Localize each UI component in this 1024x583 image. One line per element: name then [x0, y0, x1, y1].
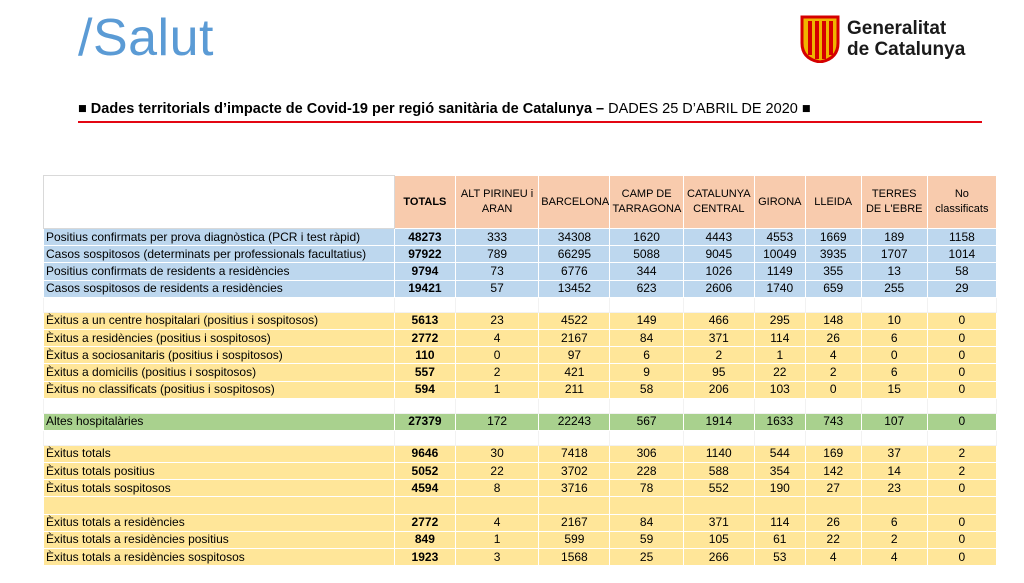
- value-cell: 1: [754, 347, 805, 364]
- value-cell: 0: [861, 347, 927, 364]
- value-cell: 22243: [539, 413, 610, 430]
- bullet-icon: ■: [801, 101, 811, 117]
- value-cell: 190: [754, 480, 805, 497]
- row-label: Èxitus totals positius: [44, 463, 395, 480]
- row-label: Èxitus a domicilis (positius i sospitosos): [44, 364, 395, 381]
- separator-cell: [394, 430, 455, 445]
- separator-cell: [683, 398, 754, 413]
- row-label: Èxitus totals a residències sospitosos: [44, 549, 395, 566]
- value-cell: [683, 497, 754, 514]
- total-cell: 1923: [394, 549, 455, 566]
- value-cell: 0: [927, 381, 996, 398]
- separator-cell: [754, 430, 805, 445]
- total-cell: 48273: [394, 229, 455, 246]
- value-cell: 2167: [539, 514, 610, 531]
- value-cell: 2: [455, 364, 538, 381]
- table-row: [44, 531, 997, 548]
- value-cell: 0: [927, 531, 996, 548]
- value-cell: 84: [610, 514, 683, 531]
- value-cell: 1: [455, 531, 538, 548]
- value-cell: 7418: [539, 445, 610, 462]
- row-label: Èxitus totals sospitosos: [44, 480, 395, 497]
- separator-cell: [805, 398, 861, 413]
- separator-cell: [455, 430, 538, 445]
- heading-date: DADES 25 D’ABRIL DE 2020: [608, 101, 798, 117]
- separator-cell: [610, 297, 683, 312]
- value-cell: 3716: [539, 480, 610, 497]
- separator-cell: [455, 297, 538, 312]
- table-row: [44, 549, 997, 566]
- value-cell: 255: [861, 280, 927, 297]
- value-cell: 599: [539, 531, 610, 548]
- value-cell: 2: [683, 347, 754, 364]
- value-cell: 211: [539, 381, 610, 398]
- value-cell: 1669: [805, 229, 861, 246]
- value-cell: 1140: [683, 445, 754, 462]
- value-cell: 10: [861, 312, 927, 329]
- separator-cell: [539, 398, 610, 413]
- value-cell: 9: [610, 364, 683, 381]
- value-cell: 3702: [539, 463, 610, 480]
- value-cell: 0: [927, 347, 996, 364]
- separator-cell: [610, 398, 683, 413]
- value-cell: 6: [861, 514, 927, 531]
- value-cell: [455, 497, 538, 514]
- separator-cell: [394, 398, 455, 413]
- value-cell: 295: [754, 312, 805, 329]
- value-cell: 1158: [927, 229, 996, 246]
- table-row: [44, 263, 997, 280]
- logo-line-2: de Catalunya: [847, 39, 966, 60]
- total-cell: 110: [394, 347, 455, 364]
- value-cell: 659: [805, 280, 861, 297]
- value-cell: 142: [805, 463, 861, 480]
- value-cell: [861, 497, 927, 514]
- total-cell: 849: [394, 531, 455, 548]
- value-cell: 1740: [754, 280, 805, 297]
- value-cell: 148: [805, 312, 861, 329]
- table-row: [44, 514, 997, 531]
- total-cell: 97922: [394, 246, 455, 263]
- value-cell: 2: [861, 531, 927, 548]
- value-cell: 3: [455, 549, 538, 566]
- value-cell: 2606: [683, 280, 754, 297]
- value-cell: 30: [455, 445, 538, 462]
- separator-cell: [455, 398, 538, 413]
- value-cell: 0: [805, 381, 861, 398]
- row-label: Èxitus totals a residències: [44, 514, 395, 531]
- value-cell: 107: [861, 413, 927, 430]
- value-cell: [927, 497, 996, 514]
- table-row: [44, 480, 997, 497]
- value-cell: 1014: [927, 246, 996, 263]
- separator-cell: [610, 430, 683, 445]
- value-cell: 1: [455, 381, 538, 398]
- value-cell: 1914: [683, 413, 754, 430]
- value-cell: 0: [927, 329, 996, 346]
- table-row: [44, 280, 997, 297]
- value-cell: 149: [610, 312, 683, 329]
- value-cell: 1707: [861, 246, 927, 263]
- row-label: Èxitus a un centre hospitalari (positius i sospitosos): [44, 312, 395, 329]
- separator-cell: [927, 430, 996, 445]
- value-cell: 58: [610, 381, 683, 398]
- value-cell: 22: [805, 531, 861, 548]
- value-cell: 344: [610, 263, 683, 280]
- row-label: Èxitus no classificats (positius i sospitosos): [44, 381, 395, 398]
- column-header: ALT PIRINEU i ARAN: [455, 176, 538, 229]
- total-cell: 594: [394, 381, 455, 398]
- table-row: [44, 497, 997, 514]
- value-cell: 1568: [539, 549, 610, 566]
- value-cell: 59: [610, 531, 683, 548]
- row-label: Èxitus totals a residències positius: [44, 531, 395, 548]
- value-cell: 172: [455, 413, 538, 430]
- senyera-shield-icon: [800, 15, 840, 63]
- column-header: CATALUNYA CENTRAL: [683, 176, 754, 229]
- group-separator: [44, 430, 997, 445]
- value-cell: 189: [861, 229, 927, 246]
- value-cell: 306: [610, 445, 683, 462]
- table-row: [44, 229, 997, 246]
- value-cell: 2167: [539, 329, 610, 346]
- value-cell: 66295: [539, 246, 610, 263]
- value-cell: 623: [610, 280, 683, 297]
- row-label: Èxitus a residències (positius i sospitosos): [44, 329, 395, 346]
- table-row: [44, 381, 997, 398]
- value-cell: 4: [455, 329, 538, 346]
- separator-cell: [805, 430, 861, 445]
- value-cell: 1149: [754, 263, 805, 280]
- total-cell: [394, 497, 455, 514]
- value-cell: 114: [754, 329, 805, 346]
- total-cell: 2772: [394, 514, 455, 531]
- separator-cell: [861, 398, 927, 413]
- value-cell: 14: [861, 463, 927, 480]
- column-header: LLEIDA: [805, 176, 861, 229]
- value-cell: 10049: [754, 246, 805, 263]
- value-cell: 355: [805, 263, 861, 280]
- separator-cell: [861, 297, 927, 312]
- value-cell: 1633: [754, 413, 805, 430]
- row-label: [44, 497, 395, 514]
- value-cell: 371: [683, 514, 754, 531]
- value-cell: 78: [610, 480, 683, 497]
- total-cell: 2772: [394, 329, 455, 346]
- value-cell: 5088: [610, 246, 683, 263]
- table-row: [44, 329, 997, 346]
- value-cell: 27: [805, 480, 861, 497]
- value-cell: 6: [861, 364, 927, 381]
- total-cell: 9646: [394, 445, 455, 462]
- value-cell: 6: [861, 329, 927, 346]
- total-cell: 27379: [394, 413, 455, 430]
- column-header: BARCELONA: [539, 176, 610, 229]
- value-cell: 421: [539, 364, 610, 381]
- separator-cell: [539, 430, 610, 445]
- value-cell: [539, 497, 610, 514]
- separator-cell: [44, 430, 395, 445]
- value-cell: 37: [861, 445, 927, 462]
- group-separator: [44, 398, 997, 413]
- value-cell: 2: [805, 364, 861, 381]
- separator-cell: [44, 297, 395, 312]
- value-cell: 97: [539, 347, 610, 364]
- value-cell: 206: [683, 381, 754, 398]
- value-cell: 0: [927, 480, 996, 497]
- separator-cell: [539, 297, 610, 312]
- row-label: Casos sospitosos (determinats per professionals facultatius): [44, 246, 395, 263]
- value-cell: 26: [805, 329, 861, 346]
- value-cell: 0: [927, 514, 996, 531]
- group-separator: [44, 297, 997, 312]
- value-cell: 228: [610, 463, 683, 480]
- row-label: Casos sospitosos de residents a residències: [44, 280, 395, 297]
- table-row: [44, 413, 997, 430]
- column-header: TOTALS: [394, 176, 455, 229]
- value-cell: 789: [455, 246, 538, 263]
- value-cell: 61: [754, 531, 805, 548]
- value-cell: 0: [455, 347, 538, 364]
- value-cell: 57: [455, 280, 538, 297]
- value-cell: 15: [861, 381, 927, 398]
- value-cell: 4: [805, 347, 861, 364]
- value-cell: 0: [927, 549, 996, 566]
- table-row: [44, 347, 997, 364]
- value-cell: 34308: [539, 229, 610, 246]
- bullet-icon: ■: [78, 101, 87, 117]
- total-cell: 5613: [394, 312, 455, 329]
- value-cell: 588: [683, 463, 754, 480]
- value-cell: 552: [683, 480, 754, 497]
- table-row: [44, 445, 997, 462]
- column-header: TERRES DE L'EBRE: [861, 176, 927, 229]
- covid-data-table: [43, 175, 997, 566]
- separator-cell: [394, 297, 455, 312]
- row-label: Èxitus a sociosanitaris (positius i sospitosos): [44, 347, 395, 364]
- table-row: [44, 246, 997, 263]
- total-cell: 19421: [394, 280, 455, 297]
- total-cell: 9794: [394, 263, 455, 280]
- value-cell: 466: [683, 312, 754, 329]
- value-cell: 22: [754, 364, 805, 381]
- value-cell: [754, 497, 805, 514]
- value-cell: 333: [455, 229, 538, 246]
- value-cell: 0: [927, 312, 996, 329]
- separator-cell: [861, 430, 927, 445]
- value-cell: 1026: [683, 263, 754, 280]
- value-cell: 4: [861, 549, 927, 566]
- value-cell: 22: [455, 463, 538, 480]
- separator-cell: [44, 398, 395, 413]
- row-label: Èxitus totals: [44, 445, 395, 462]
- table-row: [44, 463, 997, 480]
- value-cell: 266: [683, 549, 754, 566]
- total-cell: 5052: [394, 463, 455, 480]
- separator-cell: [754, 398, 805, 413]
- value-cell: 3935: [805, 246, 861, 263]
- header-corner: [44, 176, 395, 229]
- report-heading: [78, 101, 811, 117]
- value-cell: 23: [455, 312, 538, 329]
- value-cell: 25: [610, 549, 683, 566]
- value-cell: 169: [805, 445, 861, 462]
- value-cell: 743: [805, 413, 861, 430]
- value-cell: 354: [754, 463, 805, 480]
- value-cell: [805, 497, 861, 514]
- value-cell: 13452: [539, 280, 610, 297]
- value-cell: [610, 497, 683, 514]
- column-header: No classificats: [927, 176, 996, 229]
- value-cell: 58: [927, 263, 996, 280]
- value-cell: 544: [754, 445, 805, 462]
- value-cell: 53: [754, 549, 805, 566]
- value-cell: 4522: [539, 312, 610, 329]
- separator-cell: [754, 297, 805, 312]
- value-cell: 4: [455, 514, 538, 531]
- value-cell: 371: [683, 329, 754, 346]
- value-cell: 8: [455, 480, 538, 497]
- value-cell: 0: [927, 413, 996, 430]
- value-cell: 114: [754, 514, 805, 531]
- table-row: [44, 364, 997, 381]
- brand-title: /Salut: [78, 9, 214, 67]
- value-cell: 95: [683, 364, 754, 381]
- column-header: CAMP DE TARRAGONA: [610, 176, 683, 229]
- value-cell: 29: [927, 280, 996, 297]
- heading-title: Dades territorials d’impacte de Covid-19 per regió sanitària de Catalunya –: [90, 101, 605, 117]
- value-cell: 1620: [610, 229, 683, 246]
- total-cell: 557: [394, 364, 455, 381]
- value-cell: 4: [805, 549, 861, 566]
- separator-cell: [927, 297, 996, 312]
- table-header-row: [44, 176, 997, 229]
- heading-rule: [78, 121, 982, 123]
- value-cell: 6: [610, 347, 683, 364]
- value-cell: 73: [455, 263, 538, 280]
- separator-cell: [927, 398, 996, 413]
- separator-cell: [683, 430, 754, 445]
- logo-line-1: Generalitat: [847, 18, 947, 39]
- value-cell: 2: [927, 463, 996, 480]
- separator-cell: [683, 297, 754, 312]
- value-cell: 0: [927, 364, 996, 381]
- row-label: Positius confirmats per prova diagnòstica (PCR i test ràpid): [44, 229, 395, 246]
- value-cell: 26: [805, 514, 861, 531]
- generalitat-logo: [800, 15, 965, 63]
- row-label: Positius confirmats de residents a residències: [44, 263, 395, 280]
- table-row: [44, 312, 997, 329]
- value-cell: 84: [610, 329, 683, 346]
- value-cell: 23: [861, 480, 927, 497]
- value-cell: 4443: [683, 229, 754, 246]
- value-cell: 13: [861, 263, 927, 280]
- row-label: Altes hospitalàries: [44, 413, 395, 430]
- column-header: GIRONA: [754, 176, 805, 229]
- separator-cell: [805, 297, 861, 312]
- value-cell: 105: [683, 531, 754, 548]
- value-cell: 6776: [539, 263, 610, 280]
- value-cell: 9045: [683, 246, 754, 263]
- value-cell: 103: [754, 381, 805, 398]
- value-cell: 2: [927, 445, 996, 462]
- value-cell: 567: [610, 413, 683, 430]
- value-cell: 4553: [754, 229, 805, 246]
- total-cell: 4594: [394, 480, 455, 497]
